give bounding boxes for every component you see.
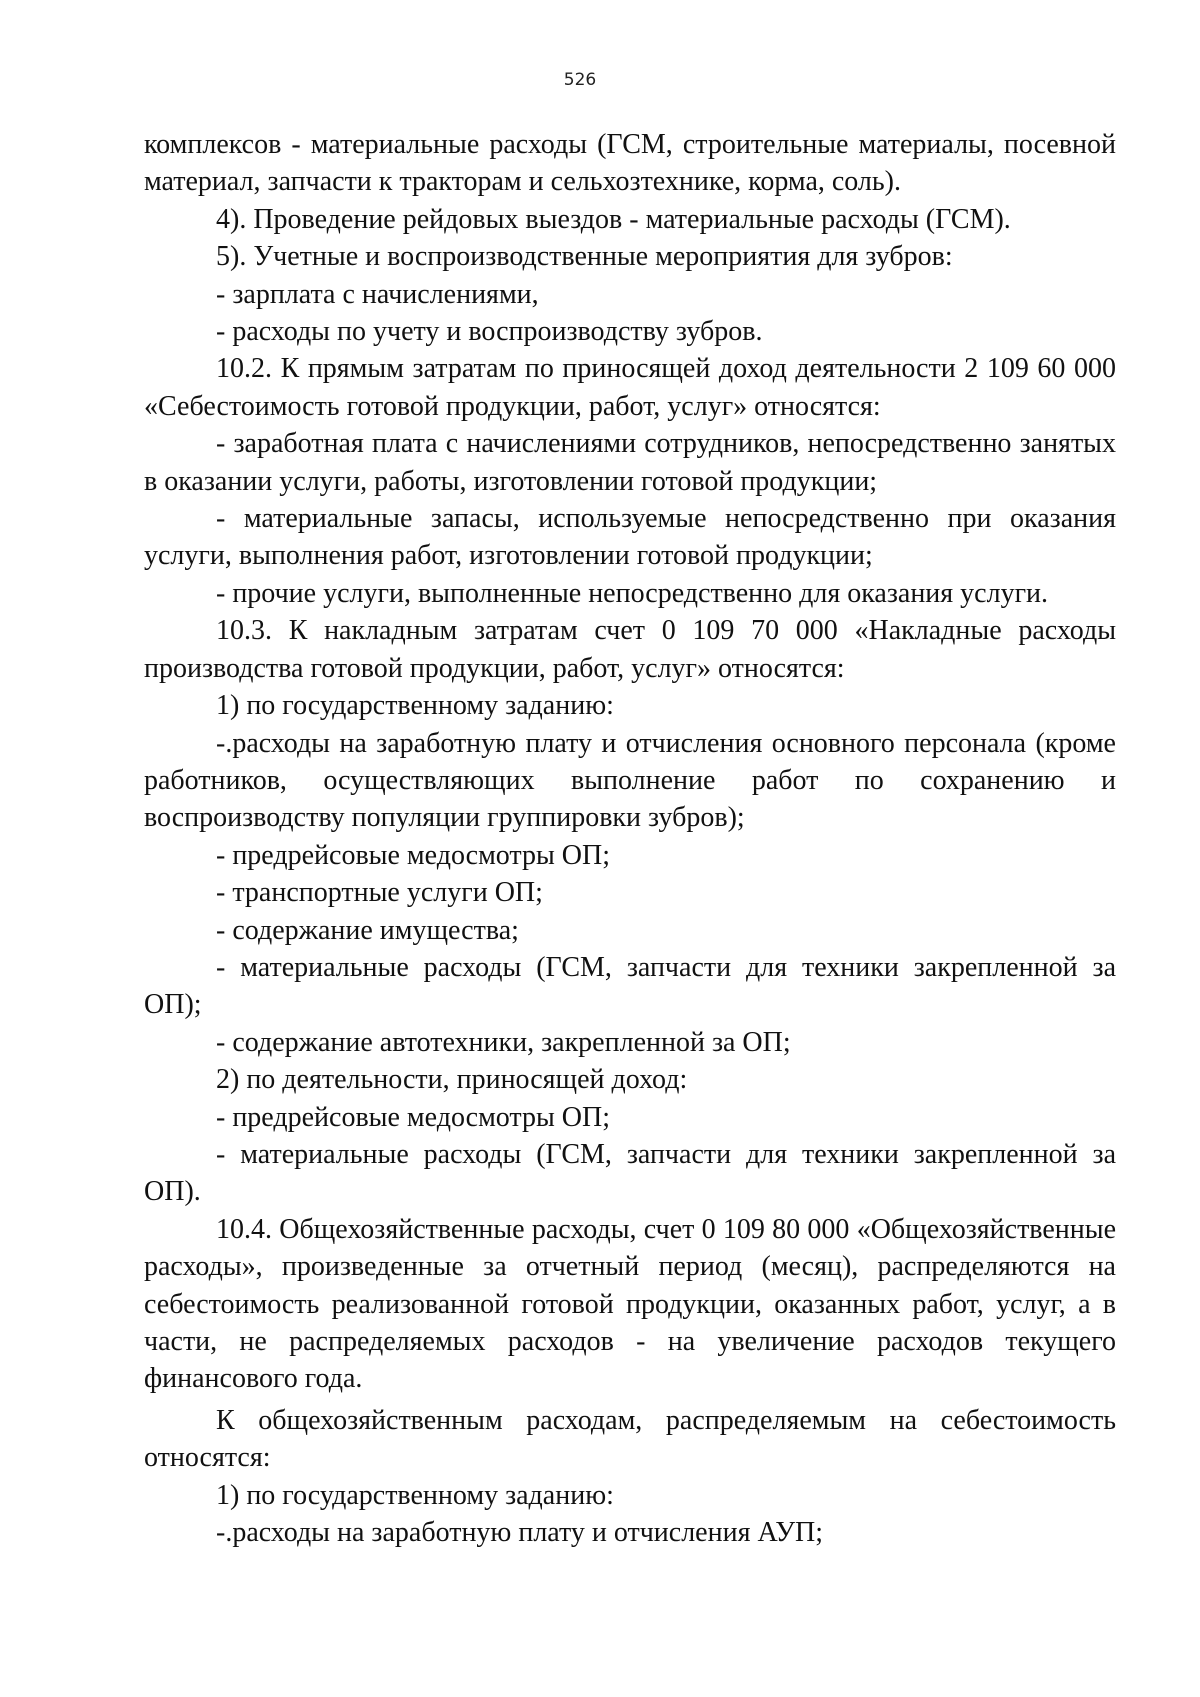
list-item: - материальные расходы (ГСМ, запчасти для техники закрепленной за ОП); [144,951,1116,1021]
list-item: -.расходы на заработную плату и отчисления АУП; [216,1517,824,1549]
list-item: - транспортные услуги ОП; [216,877,543,909]
document-body [144,126,1116,1551]
paragraph-overhead: К общехозяйственным расходам, распределяемым на себестоимость относятся: [144,1404,1116,1474]
paragraph-10-3: 10.3. К накладным затратам счет 0 109 70 000 «Накладные расходы производства готовой продукции, работ, услуг» относятся: [144,615,1116,684]
list-item: -.расходы на заработную плату и отчисления основного персонала (кроме работников, осуществляющих выполнение работ по сохранению и воспроизводству популяции группировки зубров); [144,727,1116,834]
subsection-heading: 1) по государственному заданию: [216,690,614,722]
subsection-heading: 2) по деятельности, приносящей доход: [216,1064,688,1096]
list-item: - предрейсовые медосмотры ОП; [216,1101,611,1133]
list-item: - прочие услуги, выполненные непосредственно для оказания услуги. [216,577,1049,609]
list-item: - материальные расходы (ГСМ, запчасти для техники закрепленной за ОП). [144,1138,1116,1208]
list-item: - содержание имущества; [216,914,519,946]
paragraph-item-4: 4). Проведение рейдовых выездов - материальные расходы (ГСМ). [216,203,1011,235]
paragraph-item-5: 5). Учетные и воспроизводственные мероприятия для зубров: [216,241,953,273]
subsection-heading: 1) по государственному заданию: [216,1479,614,1511]
list-item: - заработная плата с начислениями сотрудников, непосредственно занятых в оказании услуги, работы, изготовлении готовой продукции; [144,428,1116,497]
paragraph-10-2: 10.2. К прямым затратам по приносящей доход деятельности 2 109 60 000 «Себестоимость готовой продукции, работ, услуг» относятся: [144,353,1116,422]
list-item: - предрейсовые медосмотры ОП; [216,839,611,871]
list-item: - содержание автотехники, закрепленной за ОП; [216,1026,791,1058]
list-item: - зарплата с начислениями, [216,278,539,310]
paragraph-continuation: комплексов - материальные расходы (ГСМ, строительные материалы, посевной материал, запчасти к тракторам и сельхозтехнике, корма, соль). [144,129,1116,198]
paragraph-10-4: 10.4. Общехозяйственные расходы, счет 0 109 80 000 «Общехозяйственные расходы», произведенные за отчетный период (месяц), распределяются на себестоимость реализованной готовой продукции, оказанных работ, услуг, а в части, не распределяемых расходов - на увеличение расходов текущего финансового года. [144,1213,1116,1395]
list-item: - материальные запасы, используемые непосредственно при оказания услуги, выполнения работ, изготовлении готовой продукции; [144,503,1116,572]
list-item: - расходы по учету и воспроизводству зубров. [216,316,763,348]
page-number: 526 [563,70,597,90]
